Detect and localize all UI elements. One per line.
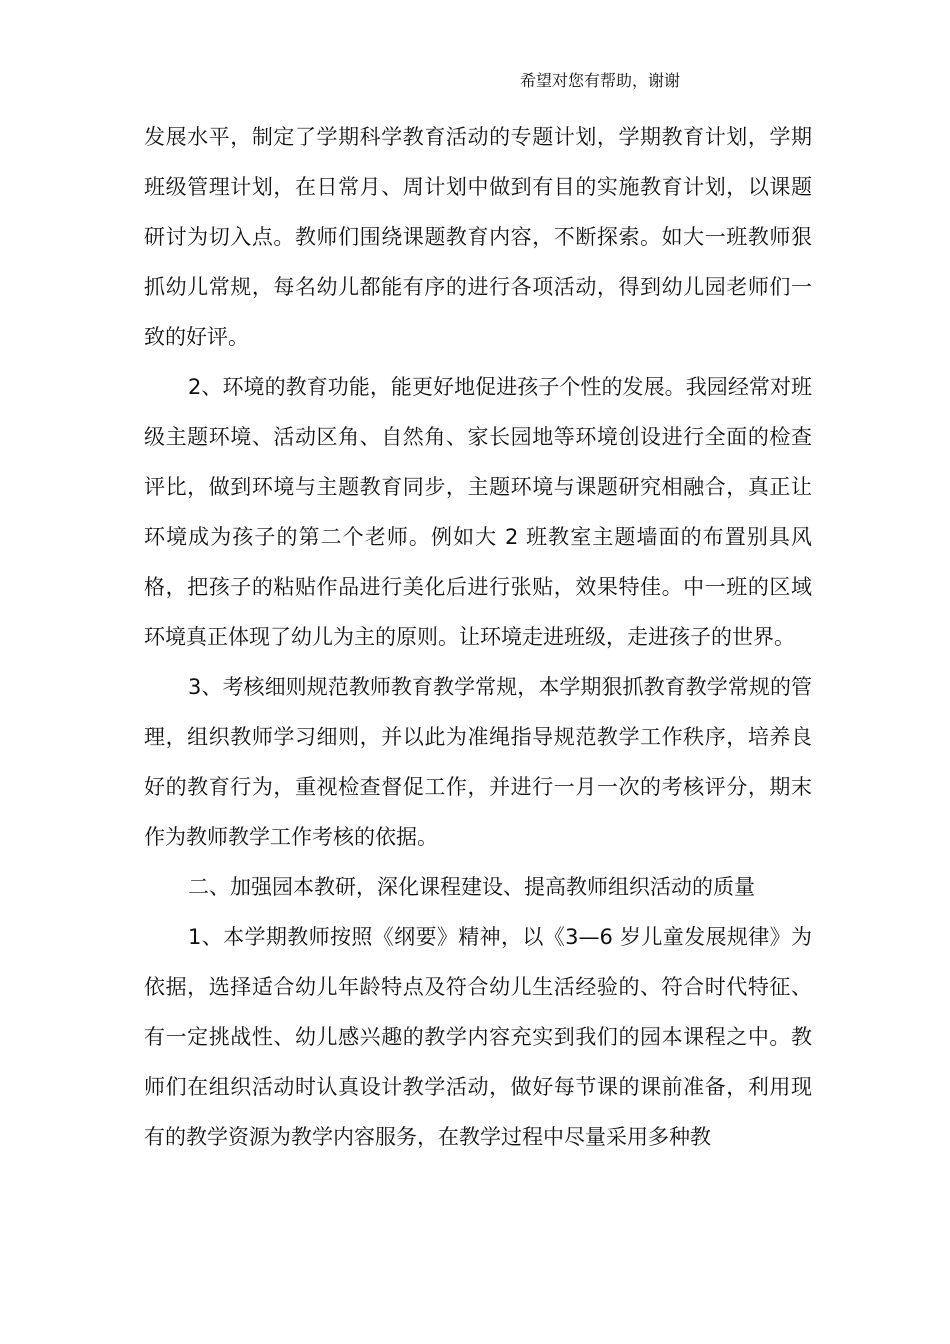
paragraph-assessment: 3、考核细则规范教师教育教学常规，本学期狠抓教育教学常规的管理，组织教师学习细则，并以此为准绳指导规范教学工作秩序，培养良好的教育行为，重视检查督促工作，并进行一月一次的考核评分，期末作为教师教学工作考核的依据。 — [144, 675, 812, 849]
document-body — [144, 112, 812, 1162]
section-heading-two: 二、加强园本教研，深化课程建设、提高教师组织活动的质量 — [188, 875, 755, 899]
header-note: 希望对您有帮助，谢谢 — [520, 71, 681, 90]
paragraph-curriculum: 1、本学期教师按照《纲要》精神，以《3—6 岁儿童发展规律》为依据，选择适合幼儿年龄特点及符合幼儿生活经验的、符合时代特征、有一定挑战性、幼儿感兴趣的教学内容充实到我们的园本课程之中。教师们在组织活动时认真设计教学活动，做好每节课的课前准备，利用现有的教学资源为教学内容服务，在教学过程中尽量采用多种教 — [144, 925, 812, 1149]
paragraph-environment: 2、环境的教育功能，能更好地促进孩子个性的发展。我园经常对班级主题环境、活动区角、自然角、家长园地等环境创设进行全面的检查评比，做到环境与主题教育同步，主题环境与课题研究相融合，真正让环境成为孩子的第二个老师。例如大 2 班教室主题墙面的布置别具风格，把孩子的粘贴作品进行美化后进行张贴，效果特佳。中一班的区域环境真正体现了幼儿为主的原则。让环境走进班级，走进孩子的世界。 — [144, 375, 812, 649]
paragraph-continuation: 发展水平，制定了学期科学教育活动的专题计划，学期教育计划，学期班级管理计划，在日常月、周计划中做到有目的实施教育计划，以课题研讨为切入点。教师们围绕课题教育内容，不断探索。如大一班教师狠抓幼儿常规，每名幼儿都能有序的进行各项活动，得到幼儿园老师们一致的好评。 — [144, 125, 812, 349]
